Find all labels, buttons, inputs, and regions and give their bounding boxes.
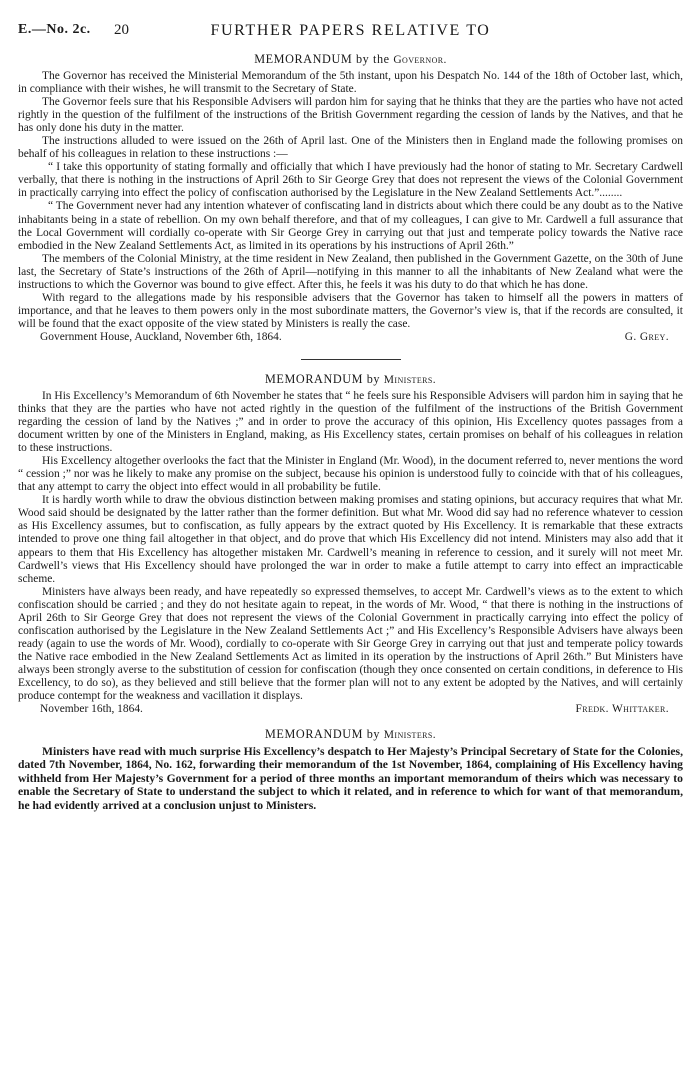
memo-title <box>18 372 683 387</box>
paragraph: In His Excellency’s Memorandum of 6th November he states that “ he feels sure his Responsible Advisers will pardon him in saying that he thinks that they are the parties who have not acted rightly in the question of the fulfilment of the instructions of the British Government regarding the cession of land by the Natives ;” and in order to prove the accuracy of this opinion, His Excellency quotes passages from a document written by one of the Ministers in England, making, as His Excellency states, certain promises on behalf of his colleagues in relation to these instructions. <box>18 389 683 455</box>
memorandum-governor <box>18 52 683 345</box>
signature: G. Grey. <box>624 330 669 343</box>
signature: Fredk. Whittaker. <box>575 703 669 716</box>
memo-title-author: Governor. <box>393 54 447 66</box>
memo-title-main: MEMORANDUM by <box>265 727 381 742</box>
paragraph: The members of the Colonial Ministry, at the time resident in New Zealand, then published in the Government Gazette, on the 30th of June last, the Secretary of State’s instructions of the 26th of April—notifying in this manner to all the inhabitants of New Zealand what were the instructions to which the Governor was bound to give effect. After this, he feels it was his duty to do that which he has done. <box>18 252 683 291</box>
paragraph: With regard to the allegations made by his responsible advisers that the Governor has taken to himself all the powers in matters of importance, and that he leaves to them powers only in the most subordinate matters, the Governor’s view is, that if the records are consulted, it will be found that the exact opposite of the view stated by Ministers is really the case. <box>18 291 683 330</box>
paragraph: The instructions alluded to were issued on the 26th of April last. One of the Ministers then in England made the following promises on behalf of his colleagues in relation to these instructions :— <box>18 135 683 161</box>
document-page <box>18 22 683 812</box>
memo-title <box>18 52 683 67</box>
memo-title-author: Ministers. <box>383 729 436 742</box>
place-date: Government House, Auckland, November 6th, 1864. <box>40 330 282 343</box>
quoted-paragraph: “ The Government never had any intention whatever of confiscating land in districts about which there could be any doubt as to the Native inhabitants being in a state of rebellion. On my own behalf therefore, and that of my colleagues, I can give to Mr. Cardwell a full assurance that the Local Government will cordially co-operate with Sir George Grey in carrying out that just and temperate policy towards the Native race embodied in the New Zealand Settlements Act, as limited in its operations by his instructions of April 26th.” <box>18 200 683 252</box>
memo-title-main: MEMORANDUM by <box>265 371 381 386</box>
memorandum-ministers-second <box>18 727 683 812</box>
paragraph: Ministers have always been ready, and have repeatedly so expressed themselves, to accept Mr. Cardwell’s views as to the extent to which confiscation should be carried ; and they do not hesitate again to repeat, in the words of Mr. Wood, “ that there is nothing in the instructions of April 26th to Sir George Grey that does not represent the views of the Colonial Government in practically carrying into effect the policy of confiscation authorised by the Legislature in the New Zealand Settlements Act ;” and His Excellency’s Responsible Advisers have always been ready (again to use the words of Mr. Wood), cordially to co-operate with Sir George Grey in carrying out that just and temperate policy towards the Native race embodied in the New Zealand Settlements Act as limited in its operation by the instructions of April 26th.” But Ministers have always been strongly averse to the substitution of cession for confiscation (though they once consented on certain conditions, in deference to His Excellency, to do so), as they believed and still believe that the former plan will not to any extent be adopted by the Natives, and will certainly produce contempt for the weakness and vacillation it displays. <box>18 585 683 703</box>
memo-title-main: MEMORANDUM by the <box>254 52 390 66</box>
signature-line <box>18 703 683 717</box>
page-number: 20 <box>114 22 129 38</box>
paragraph: The Governor feels sure that his Responsible Advisers will pardon him for saying that he thinks that they are the parties who have not acted rightly in the question of the fulfilment of the instructions of the British Government regarding the cession of lands by the Natives, and that he has only done his duty in the matter. <box>18 96 683 135</box>
paragraph: The Governor has received the Ministerial Memorandum of the 5th instant, upon his Despatch No. 144 of the 18th of October last, which, in compliance with their wishes, he will transmit to the Secretary of State. <box>18 70 683 96</box>
quoted-paragraph: “ I take this opportunity of stating formally and officially that which I have previously had the honor of stating to Mr. Secretary Cardwell verbally, that there is nothing in the instructions of April 26th to Sir George Grey that does not represent the views of the Colonial Government in practically carrying into effect the policy of confiscation authorised by the Legislature in the New Zealand Settlements Act.”........ <box>18 161 683 200</box>
signature-line <box>18 331 683 345</box>
document-code: E.—No. 2c. <box>18 22 91 37</box>
memo-title <box>18 727 683 742</box>
page-header <box>18 22 683 44</box>
memo-title-author: Ministers. <box>383 373 436 386</box>
paragraph: It is hardly worth while to draw the obvious distinction between making promises and stating opinions, but accuracy requires that what Mr. Wood said should be designated by the latter rather than the former definition. But what Mr. Wood did say had no reference whatever to cession as His Excellency assumes, but to confiscation, as fully appears by the extract quoted by His Excellency. It is remarkable that these extracts intended to prove one thing fail altogether in that object, and do prove that which His Excellency did not intend. Ministers may also add that it appears to them that His Excellency has altogether mistaken Mr. Cardwell’s meaning in reference to cession, and it surely will not meet Mr. Cardwell’s views that His Excellency should have prolonged the war in order to make a futile attempt to carry into effect an impracticable scheme. <box>18 494 683 585</box>
paragraph: His Excellency altogether overlooks the fact that the Minister in England (Mr. Wood), in the document referred to, never mentions the word “ cession ;” nor was he likely to make any promise on the subject, because his opinion is understood fully to coincide with that of his colleagues, that any attempt to carry the object into effect would in all probability be futile. <box>18 455 683 494</box>
paragraph: Ministers have read with much surprise His Excellency’s despatch to Her Majesty’s Principal Secretary of State for the Colonies, dated 7th November, 1864, No. 162, forwarding their memorandum of the 1st November, 1864, complaining of His Excellency having withheld from Her Majesty’s Government for a period of three months an important memorandum of theirs which was necessary to enable the Secretary of State to understand the subject to which it related, and in reference to which for want of that memorandum, he had evidently arrived at a conclusion unjust to Ministers. <box>18 745 683 812</box>
memo-date: November 16th, 1864. <box>40 703 143 716</box>
running-title: FURTHER PAPERS RELATIVE TO <box>210 22 491 39</box>
memorandum-ministers <box>18 372 683 717</box>
section-divider <box>301 359 401 360</box>
